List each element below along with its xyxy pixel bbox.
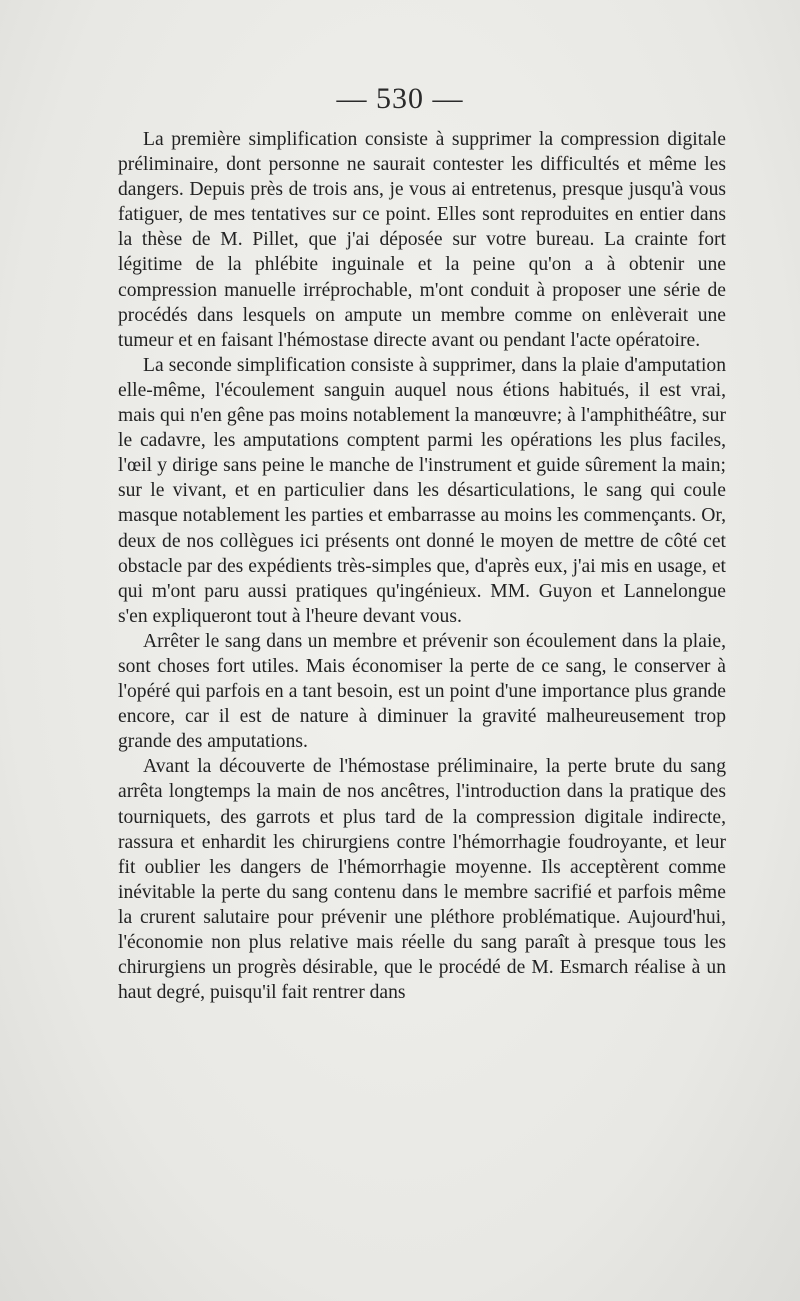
paragraph: La seconde simplification consiste à supprimer, dans la plaie d'amputation elle-même, l'écoulement sanguin auquel nous étions habitués, il est vrai, mais qui n'en gêne pas moins notablement la manœuvre; à l'amphithéâtre, sur le cadavre, les amputations comptent parmi les opérations les plus faciles, l'œil y dirige sans peine le manche de l'instrument et guide sûrement la main; sur le vivant, et en particulier dans les désarticulations, le sang qui coule masque notablement les parties et embarrasse au moins les commençants. Or, deux de nos collègues ici présents ont donné le moyen de mettre de côté cet obstacle par des expédients très-simples que, d'après eux, j'ai mis en usage, et qui m'ont paru aussi pratiques qu'ingénieux. MM. Guyon et Lannelongue s'en expliqueront tout à l'heure devant vous.	[118, 354, 726, 627]
paragraph: Arrêter le sang dans un membre et prévenir son écoulement dans la plaie, sont choses fort utiles. Mais économiser la perte de ce sang, le conserver à l'opéré qui parfois en a tant besoin, est un point d'une importance plus grande encore, car il est de nature à diminuer la gravité malheureusement trop grande des amputations.	[118, 630, 726, 753]
page-number: — 530 —	[336, 82, 464, 115]
paragraph: Avant la découverte de l'hémostase préliminaire, la perte brute du sang arrêta longtemps la main de nos ancêtres, l'introduction dans la pratique des tourniquets, des garrots et plus tard de la compression digitale indirecte, rassura et enhardit les chirurgiens contre l'hémorrhagie foudroyante, et leur fit oublier les dangers de l'hémorrhagie moyenne. Ils acceptèrent comme inévitable la perte du sang contenu dans le membre sacrifié et parfois même la crurent salutaire pour prévenir une pléthore problématique. Aujourd'hui, l'économie non plus relative mais réelle du sang paraît à presque tous les chirurgiens un progrès désirable, que le procédé de M. Esmarch réalise à un haut degré, puisqu'il fait rentrer dans	[118, 756, 726, 1004]
body-text	[118, 127, 726, 1005]
paragraph: La première simplification consiste à supprimer la compression digitale préliminaire, dont personne ne saurait contester les difficultés et même les dangers. Depuis près de trois ans, je vous ai entretenus, presque jusqu'à vous fatiguer, de mes tentatives sur ce point. Elles sont reproduites en entier dans la thèse de M. Pillet, que j'ai déposée sur votre bureau. La crainte fort légitime de la phlébite inguinale et la peine qu'on a à obtenir une compression manuelle irréprochable, m'ont conduit à proposer une série de procédés dans lesquels on ampute un membre comme on enlèverait une tumeur et en faisant l'hémostase directe avant ou pendant l'acte opératoire.	[118, 129, 726, 351]
